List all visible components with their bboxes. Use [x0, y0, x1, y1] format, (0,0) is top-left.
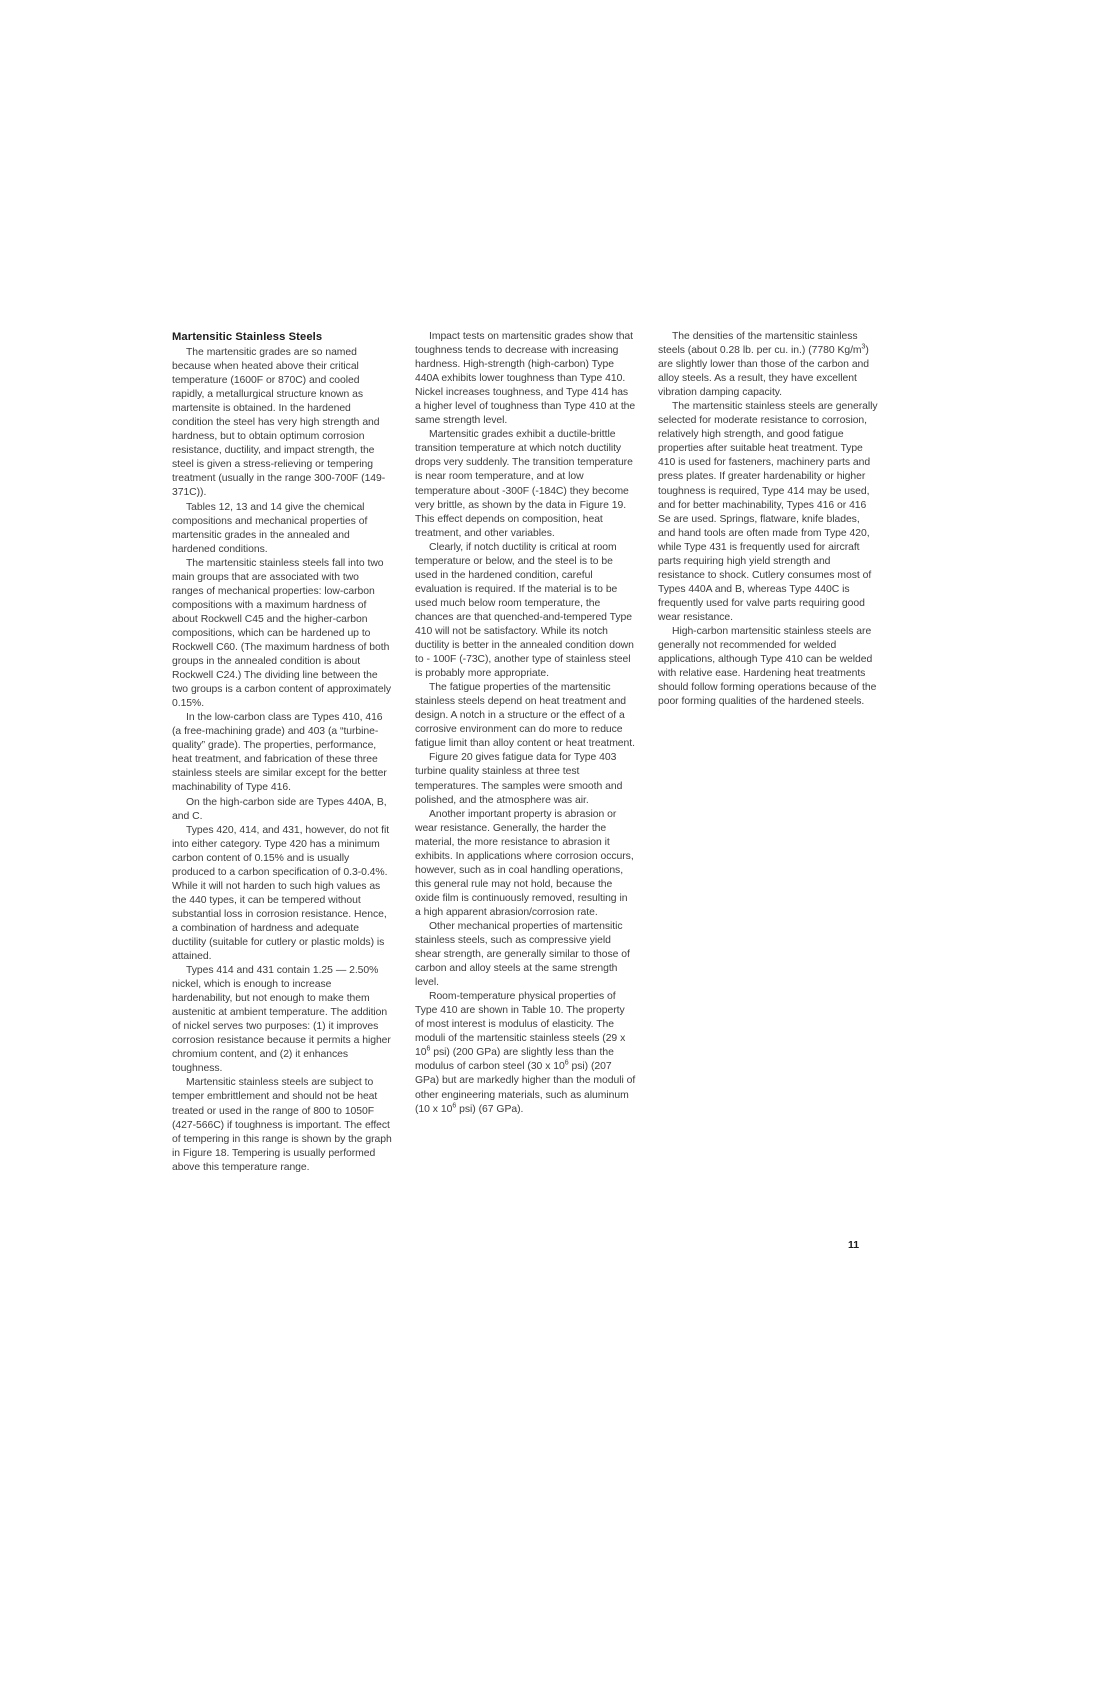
paragraph: The martensitic stainless steels fall into two main groups that are associated with two ranges of mechanical properties: low-carbon compositions with a maximum hardness of about Rockwell C45 and the higher-carbon compositions, which can be hardened up to Rockwell C60. (The maximum hardness of both groups in the annealed condition is about Rockwell C24.) The dividing line between the two groups is a carbon content of approximately 0.15%. — [172, 557, 391, 710]
paragraph: Tables 12, 13 and 14 give the chemical compositions and mechanical properties of martensitic grades in the annealed and hardened conditions. — [172, 501, 368, 555]
exponent: 6 — [426, 1045, 431, 1053]
three-column-body — [172, 330, 880, 1175]
paragraph: In the low-carbon class are Types 410, 416 (a free-machining grade) and 403 (a “turbine-quality” grade). The properties, performance, heat treatment, and fabrication of these three stainless steels are similar except for the better machinability of Type 416. — [172, 712, 387, 794]
paragraph: Types 420, 414, and 431, however, do not fit into either category. Type 420 has a minimum carbon content of 0.15% and is usually produced to a carbon specification of 0.3-0.4%. While it will not harden to such high values as the 440 types, it can be tempered without substantial loss in corrosion resistance. Hence, a combination of hardness and adequate ductility (suitable for cutlery or plastic molds) is attained. — [172, 824, 390, 963]
paragraph-text-run: psi) (200 GPa) are slightly less than the modulus of carbon steel (30 x 10 — [415, 1047, 614, 1073]
paragraph: Types 414 and 431 contain 1.25 — 2.50% nickel, which is enough to increase hardenability, but not enough to make them austenitic at ambient temperature. The addition of nickel serves two purposes: (1) it improves corrosion resistance because it permits a higher chromium content, and (2) it enhances toughness. — [172, 965, 391, 1075]
text-column-3 — [658, 330, 879, 709]
paragraph-text-run: psi) (67 GPa). — [456, 1103, 524, 1115]
paragraph: High-carbon martensitic stainless steels are generally not recommended for welded applications, although Type 410 can be welded with relative ease. Hardening heat treatments should follow forming operations because of the poor forming qualities of the hardened steels. — [658, 625, 877, 708]
paragraph: Martensitic stainless steels are subject to temper embrittlement and should not be heat treated or used in the range of 800 to 1050F (427-566C) if toughness is important. The effect of tempering in this range is shown by the graph in Figure 18. Tempering is usually performed above this temperature range. — [172, 1077, 392, 1173]
paragraph: The martensitic stainless steels are generally selected for moderate resistance to corrosion, relatively high strength, and good fatigue properties after suitable heat treatment. Type 410 is used for fasteners, machinery parts and press plates. If greater hardenability or higher toughness is required, Type 414 may be used, and for better machinability, Types 416 or 416 Se are used. Springs, flatware, knife blades, and hand tools are often made from Type 420, while Type 431 is frequently used for aircraft parts requiring high yield strength and resistance to shock. Cutlery consumes most of Types 440A and B, whereas Type 440C is frequently used for valve parts requiring good wear resistance. — [658, 401, 878, 623]
paragraph: The martensitic grades are so named because when heated above their critical temperature (1600F or 870C) and cooled rapidly, a metallurgical structure known as martensite is obtained. In the hardened condition the steel has very high strength and hardness, but to obtain optimum corrosion resistance, ductility, and impact strength, the steel is given a stress-relieving or tempering treatment (usually in the range 300-700F (149-371C)). — [172, 347, 386, 499]
paragraph: Clearly, if notch ductility is critical at room temperature or below, and the steel is to be used in the hardened condition, careful evaluation is required. If the material is to be used much below room temperature, the chances are that quenched-and-tempered Type 410 will not be satisfactory. While its notch ductility is better in the annealed condition down to - 100F (-73C), another type of stainless steel is probably more appropriate. — [415, 541, 634, 680]
exponent: 6 — [452, 1102, 457, 1110]
paragraph-text-run: psi) (207 GPa) but are markedly higher than the moduli of other engineering materials, such as aluminum (10 x 10 — [415, 1061, 636, 1115]
text-column-2 — [415, 330, 636, 1117]
paragraph: Other mechanical properties of martensitic stainless steels, such as compressive yield shear strength, are generally similar to those of carbon and alloy steels at the same strength level. — [415, 920, 630, 989]
exponent: 6 — [564, 1059, 569, 1067]
page-title: Martensitic Stainless Steels — [172, 331, 323, 343]
paragraph-text-run: Room-temperature physical properties of Type 410 are shown in Table 10. The property of most interest is modulus of elasticity. The moduli of the martensitic stainless steels (29 x 10 — [415, 991, 626, 1059]
exponent: 3 — [861, 343, 866, 351]
paragraph-with-superscripts — [415, 990, 636, 1116]
paragraph: The fatigue properties of the martensitic stainless steels depend on heat treatment and design. A notch in a structure or the effect of a corrosive environment can do more to reduce fatigue limit than alloy content or heat treatment. — [415, 682, 635, 750]
paragraph: Another important property is abrasion or wear resistance. Generally, the harder the material, the more resistance to abrasion it exhibits. In applications where corrosion occurs, however, such as in coal handling operations, this general rule may not hold, because the oxide film is continuously removed, resulting in a high apparent abrasion/corrosion rate. — [415, 808, 634, 918]
page-number: 11 — [848, 1239, 860, 1251]
paragraph-text-run: The densities of the martensitic stainless steels (about 0.28 lb. per cu. in.) (7780 Kg/m — [658, 331, 862, 357]
paragraph-with-superscripts — [658, 330, 879, 400]
paragraph: Martensitic grades exhibit a ductile-brittle transition temperature at which notch ductility drops very suddenly. The transition temperature is near room temperature, and at low temperature about -300F (-184C) they become very brittle, as shown by the data in Figure 19. This effect depends on composition, heat treatment, and other variables. — [415, 429, 633, 539]
paragraph-text-run: ) are slightly lower than those of the carbon and alloy steels. As a result, they have excellent vibration damping capacity. — [658, 345, 870, 399]
paragraph: On the high-carbon side are Types 440A, B, and C. — [172, 796, 387, 822]
text-column-1 — [172, 330, 393, 1175]
paragraph: Impact tests on martensitic grades show that toughness tends to decrease with increasing hardness. High-strength (high-carbon) Type 440A exhibits lower toughness than Type 410. Nickel increases toughness, and Type 414 has a higher level of toughness than Type 410 at the same strength level. — [415, 331, 636, 427]
paragraph: Figure 20 gives fatigue data for Type 403 turbine quality stainless at three test temperatures. The samples were smooth and polished, and the atmosphere was air. — [415, 752, 623, 806]
